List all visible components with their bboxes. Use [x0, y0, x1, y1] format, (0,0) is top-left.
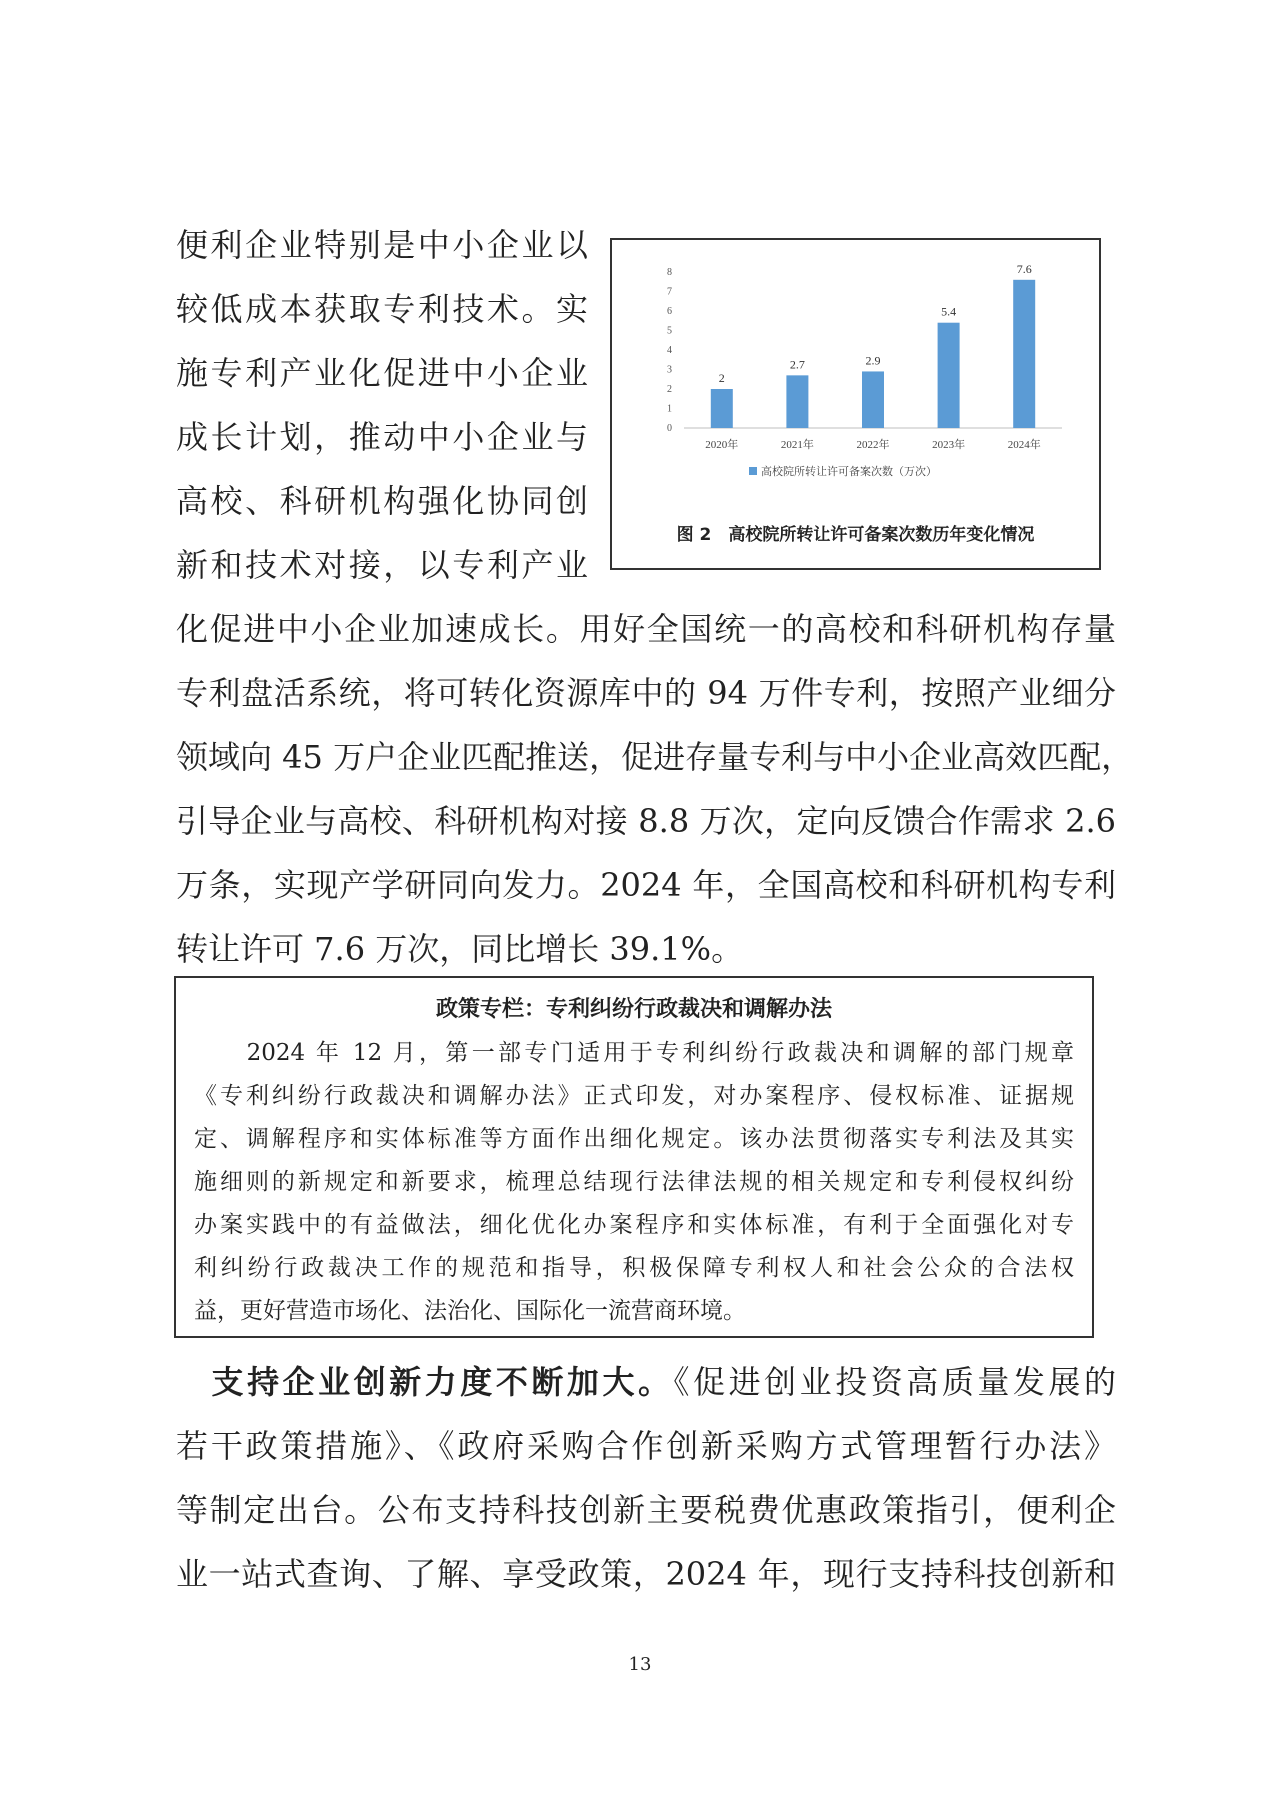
x-tick-label: 2022年: [856, 439, 890, 451]
policy-line: 施细则的新规定和新要求，梳理总结现行法律法规的相关规定和专利侵权纠纷: [194, 1169, 1074, 1195]
bar-chart: [612, 240, 1099, 510]
page-number: 13: [628, 1654, 652, 1675]
policy-line: 《专利纠纷行政裁决和调解办法》正式印发，对办案程序、侵权标准、证据规: [194, 1083, 1074, 1109]
data-label: 2.7: [789, 357, 805, 372]
y-tick-label: 3: [667, 364, 672, 376]
data-label: 5.4: [941, 304, 957, 319]
paragraph-lead: 支持企业创新力度不断加大。: [211, 1363, 674, 1401]
text-line: 新和技术对接，以专利产业: [176, 546, 588, 584]
data-label: 2.9: [865, 353, 881, 368]
text-line: 成长计划，推动中小企业与: [176, 418, 588, 456]
text-line: [176, 1350, 1116, 1414]
y-tick-label: 2: [667, 384, 672, 395]
y-tick-label: 0: [667, 423, 672, 434]
policy-line: 办案实践中的有益做法，细化优化办案程序和实体标准，有利于全面强化对专: [194, 1212, 1074, 1238]
bar: [938, 323, 960, 428]
text-line: 万条，实现产学研同向发力。2024 年，全国高校和科研机构专利: [176, 866, 1116, 904]
text-line: 领域向 45 万户企业匹配推送，促进存量专利与中小企业高效匹配，: [176, 738, 1134, 776]
paragraph-continue: [176, 597, 1134, 981]
policy-line: 定、调解程序和实体标准等方面作出细化规定。该办法贯彻落实专利法及其实: [194, 1126, 1074, 1152]
y-tick-label: 5: [667, 325, 672, 337]
legend-label: 高校院所转让许可备案次数（万次）: [761, 466, 937, 478]
figure-caption: 图 2 高校院所转让许可备案次数历年变化情况: [676, 525, 1035, 545]
data-label: 7.6: [1016, 261, 1032, 276]
policy-line: 利纠纷行政裁决工作的规范和指导，积极保障专利权人和社会公众的合法权: [194, 1255, 1074, 1281]
paragraph-support: [176, 1350, 1116, 1606]
x-tick-label: 2023年: [932, 439, 966, 451]
policy-body: [194, 1032, 1074, 1333]
bar: [1013, 280, 1035, 428]
policy-line: 2024 年 12 月，第一部专门适用于专利纠纷行政裁决和调解的部门规章: [194, 1040, 1074, 1066]
text-line-rest: 《促进创业投资高质量发展的: [673, 1363, 1116, 1401]
x-tick-label: 2021年: [780, 439, 814, 451]
text-line: 转让许可 7.6 万次，同比增长 39.1%。: [176, 930, 744, 968]
text-line: 专利盘活系统，将可转化资源库中的 94 万件专利，按照产业细分: [176, 674, 1116, 712]
text-line: 施专利产业化促进中小企业: [176, 354, 588, 392]
x-tick-label: 2024年: [1007, 439, 1041, 451]
y-tick-label: 7: [667, 286, 672, 298]
bar: [711, 389, 733, 428]
y-tick-label: 6: [667, 306, 672, 317]
text-line: 便利企业特别是中小企业以: [176, 226, 588, 264]
text-line: 若干政策措施》、《政府采购合作创新采购方式管理暂行办法》: [176, 1427, 1116, 1465]
text-line: 引导企业与高校、科研机构对接 8.8 万次，定向反馈合作需求 2.6: [176, 802, 1116, 840]
policy-box: [174, 976, 1094, 1338]
policy-title: 政策专栏：专利纠纷行政裁决和调解办法: [435, 997, 832, 1022]
x-tick-label: 2020年: [705, 439, 739, 451]
figure-box: [610, 238, 1101, 570]
y-tick-label: 4: [667, 345, 672, 356]
text-line: 高校、科研机构强化协同创: [176, 482, 588, 520]
text-line: 较低成本获取专利技术。实: [176, 290, 588, 328]
paragraph-wrap: [176, 213, 588, 597]
y-tick-label: 8: [667, 267, 672, 278]
y-tick-label: 1: [667, 403, 672, 415]
bar: [862, 371, 884, 428]
legend-swatch: [749, 467, 757, 475]
text-line: 业一站式查询、了解、享受政策，2024 年，现行支持科技创新和: [176, 1555, 1116, 1593]
bar: [786, 375, 808, 428]
data-label: 2: [718, 371, 725, 385]
text-line: 等制定出台。公布支持科技创新主要税费优惠政策指引，便利企: [176, 1491, 1116, 1529]
policy-line: 益，更好营造市场化、法治化、国际化一流营商环境。: [194, 1298, 746, 1324]
text-line: 化促进中小企业加速成长。用好全国统一的高校和科研机构存量: [176, 610, 1116, 648]
